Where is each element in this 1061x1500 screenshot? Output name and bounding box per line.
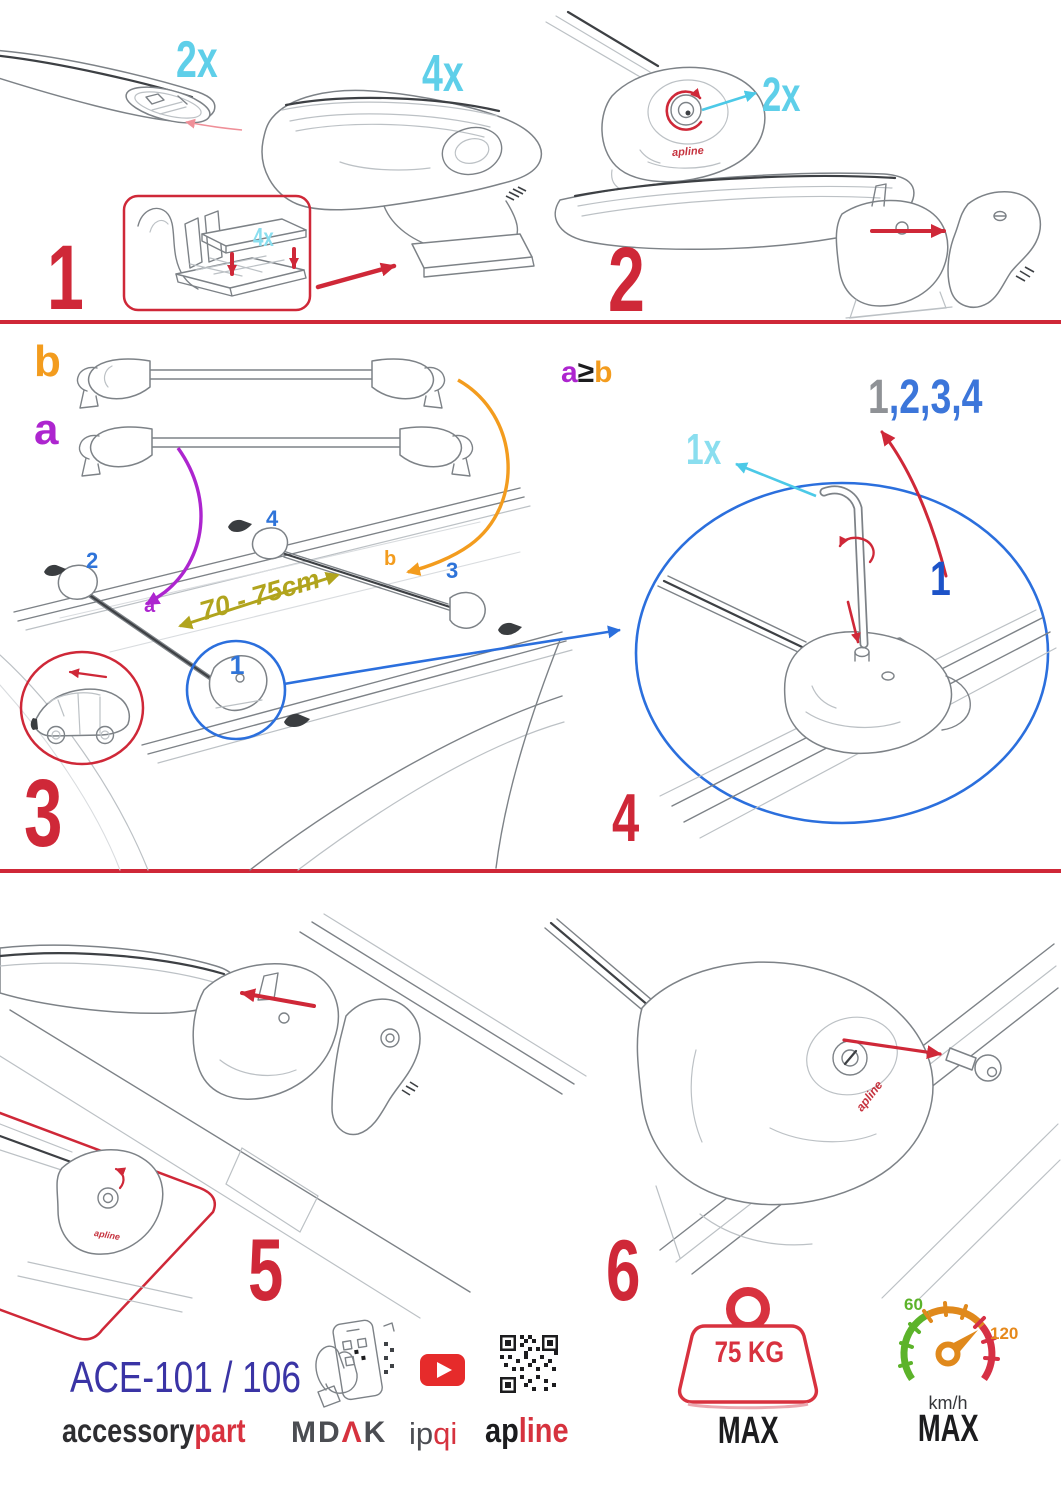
section-divider-top [0,320,1061,324]
foot-quantity-label: 4x [422,45,464,103]
speed-low-label: 60 [904,1295,923,1314]
key-quantity-label: 1x [686,425,722,474]
position-3-label: 3 [446,558,459,583]
bar-b-label: b [34,337,61,386]
attach-pad-arrow [318,266,394,287]
step-2-number: 2 [608,229,645,331]
roof-diagram [0,488,572,870]
tightening-detail [636,483,1056,838]
ipqi-logo: ipqi [409,1416,458,1451]
detail-callout-arrow [284,630,620,684]
highlight-1-label: 1 [229,650,245,680]
detail-ref-label: 1 [930,553,951,606]
speedometer-icon [900,1303,998,1379]
step-5-number: 5 [248,1220,284,1319]
crossbar-a-drawing [79,427,472,476]
speed-unit-label: km/h [928,1393,968,1413]
qr-code-icon [500,1335,558,1393]
crossbar-b-drawing [77,359,444,408]
bar-a-position-arrow [147,448,201,604]
part-brand-logo-inset: apline [93,1228,121,1242]
part-brand-logo: apline [671,144,705,160]
position-b-label: b [384,548,397,570]
step-3-number: 3 [24,760,63,867]
brand-wordmark: accessorypart [62,1412,246,1449]
position-2-label: 2 [86,548,99,573]
model-number: ACE-101 / 106 [70,1353,301,1402]
bar-quantity-label: 2x [176,31,218,89]
step-4-number: 4 [612,780,640,856]
lock-detail-inset [0,1110,215,1339]
rule-a-gte-b: a≥b [561,356,613,389]
lock-quantity-label: 2x [762,69,801,122]
section-divider-bottom [0,869,1061,873]
insert-bar-arrow [186,122,242,130]
step-1-number: 1 [47,227,84,329]
weight-limit-value: 75 KG [714,1336,785,1369]
weight-limit-max: MAX [717,1410,779,1452]
part-brand-logo-foot: apline [853,1078,886,1114]
bar-a-label: a [34,405,59,454]
speed-high-label: 120 [990,1324,1019,1343]
position-4-label: 4 [266,506,279,531]
pad-detail-inset [124,196,310,310]
locked-foot-drawing [546,12,770,198]
mdak-logo: MDΛK [291,1416,388,1449]
sequence-label: 1,2,3,4 [868,371,983,424]
step-6-number: 6 [606,1223,641,1319]
distance-label: 70 - 75cm [196,563,324,627]
vehicle-direction-inset [21,652,143,764]
position-a-label: a [144,595,156,617]
apline-logo: apline [485,1412,569,1450]
clamp-foot-drawing [262,90,541,277]
speed-limit-max: MAX [917,1408,979,1450]
youtube-icon [420,1354,465,1386]
bar-b-position-arrow [408,380,508,572]
pad-quantity-label: 4x [253,222,274,252]
